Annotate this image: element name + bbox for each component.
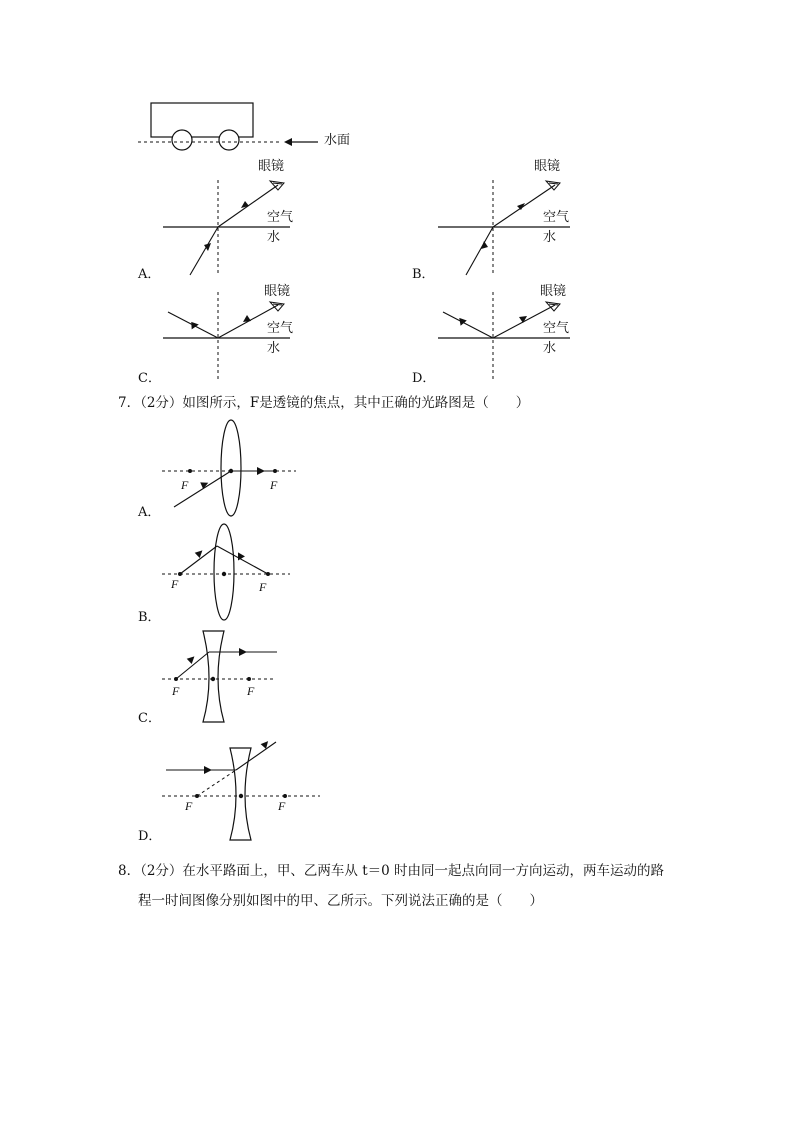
option-a-eye-label: 眼镜 bbox=[258, 159, 285, 174]
focus-label: F bbox=[278, 799, 286, 813]
focus-label: F bbox=[259, 580, 267, 594]
focus-label: F bbox=[181, 478, 189, 492]
option-d-eye-label: 眼镜 bbox=[540, 284, 567, 299]
q7-option-b-label: B． bbox=[138, 610, 161, 625]
focus-label: F bbox=[171, 577, 179, 591]
option-d-air-label: 空气 bbox=[543, 321, 570, 336]
q7-option-c-diagram bbox=[162, 631, 277, 722]
q7-question-text: 7．（2分）如图所示，F是透镜的焦点，其中正确的光路图是（ ） bbox=[118, 395, 530, 411]
q7-option-d-label: D． bbox=[138, 829, 162, 844]
focus-label: F bbox=[185, 799, 193, 813]
option-a-water-label: 水 bbox=[267, 230, 281, 245]
focus-label: F bbox=[270, 478, 278, 492]
option-a-air-label: 空气 bbox=[267, 210, 294, 225]
q6-option-d-label: D． bbox=[412, 371, 436, 386]
q8-question-line-1: 8．（2分）在水平路面上，甲、乙两车从 t＝0 时由同一起点向同一方向运动，两车运动的路 bbox=[118, 863, 665, 879]
q8-question-line-2: 程一时间图像分别如图中的甲、乙所示。下列说法正确的是（ ） bbox=[138, 893, 543, 909]
q7-option-d-diagram bbox=[162, 741, 320, 840]
option-c-air-label: 空气 bbox=[267, 321, 294, 336]
q7-option-a-diagram bbox=[162, 420, 296, 516]
q6-option-a-label: A． bbox=[138, 267, 161, 282]
option-c-water-label: 水 bbox=[267, 341, 281, 356]
q7-option-a-label: A． bbox=[138, 505, 161, 520]
q7-option-c-label: C． bbox=[138, 711, 161, 726]
option-c-eye-label: 眼镜 bbox=[264, 284, 291, 299]
focus-label: F bbox=[247, 684, 255, 698]
option-b-water-label: 水 bbox=[543, 230, 557, 245]
option-b-eye-label: 眼镜 bbox=[534, 159, 561, 174]
water-surface-label: 水面 bbox=[324, 133, 351, 148]
q6-option-b-label: B． bbox=[412, 267, 435, 282]
option-d-water-label: 水 bbox=[543, 341, 557, 356]
option-b-air-label: 空气 bbox=[543, 210, 570, 225]
focus-label: F bbox=[172, 684, 180, 698]
q6-option-c-label: C． bbox=[138, 371, 161, 386]
q7-option-b-diagram bbox=[162, 524, 290, 620]
